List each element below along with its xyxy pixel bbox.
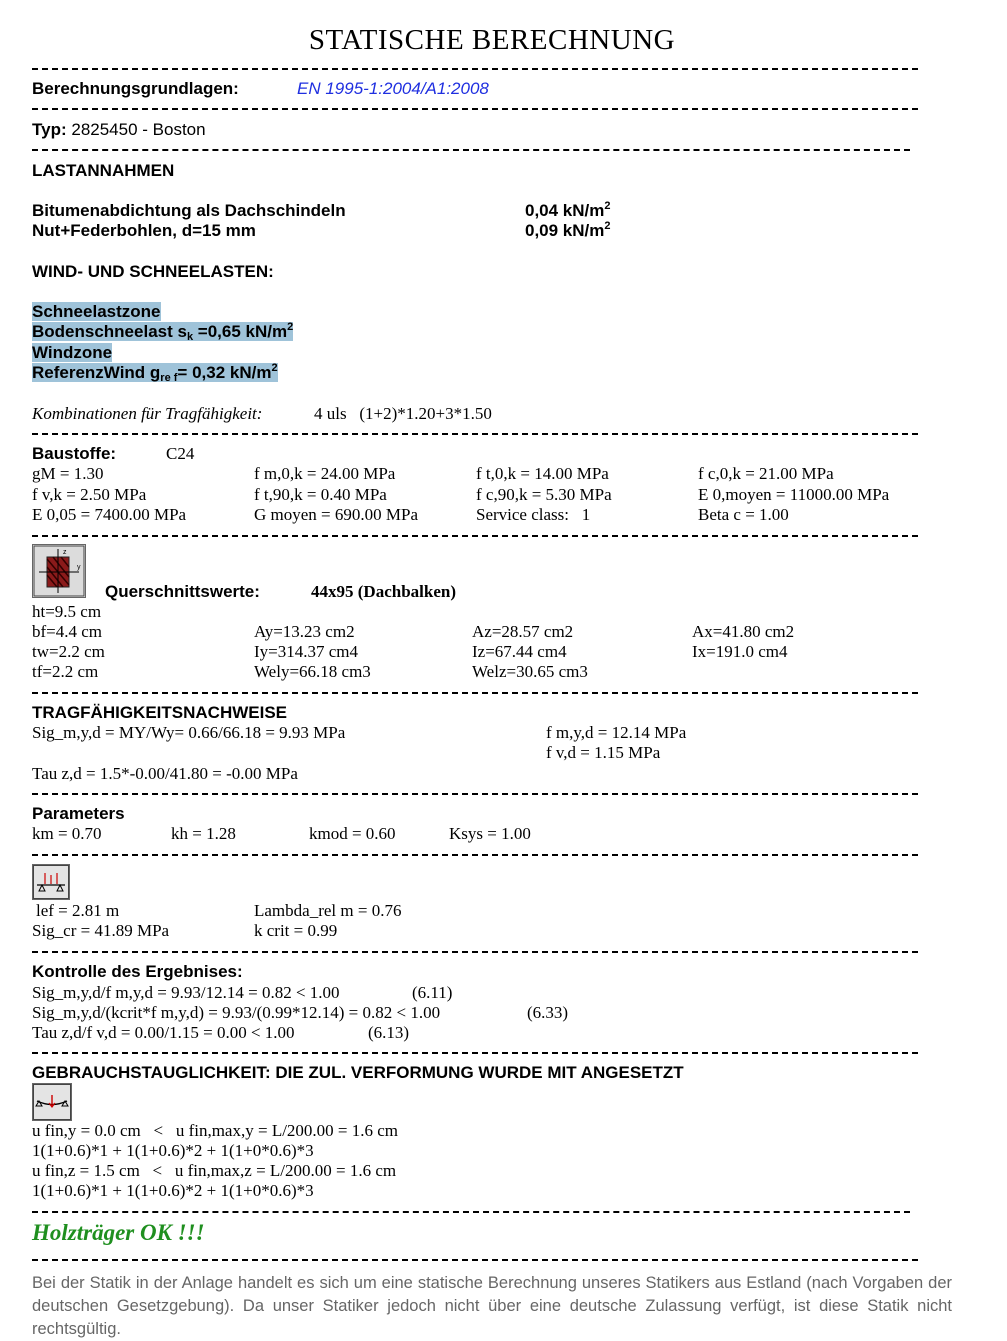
kontrolle-line: Tau z,d/f v,d = 0.00/1.15 = 0.00 < 1.00 (32, 1023, 295, 1042)
knick-lef: lef = 2.81 m (36, 901, 120, 920)
mat-cell: Service class: 1 (476, 505, 591, 524)
trag-fmyd: f m,y,d = 12.14 MPa (546, 723, 687, 742)
trag-tau: Tau z,d = 1.5*-0.00/41.80 = -0.00 MPa (32, 764, 298, 783)
section-cell: Welz=30.65 cm3 (472, 662, 588, 681)
gebrauch-line: 1(1+0.6)*1 + 1(1+0.6)*2 + 1(1+0*0.6)*3 (32, 1181, 314, 1200)
divider (32, 951, 918, 953)
gebrauch-heading: GEBRAUCHSTAUGLICHKEIT: DIE ZUL. VERFORMUNG WURDE MIT ANGESETZT (32, 1063, 684, 1082)
baustoffe-grade: C24 (166, 444, 195, 463)
trag-heading: TRAGFÄHIGKEITSNACHWEISE (32, 703, 287, 722)
kontrolle-ref: (6.11) (412, 983, 453, 1002)
knick-kcrit: k crit = 0.99 (254, 921, 338, 940)
kontrolle-line: Sig_m,y,d/f m,y,d = 9.93/12.14 = 0.82 < 1.00 (32, 983, 340, 1002)
mat-cell: E 0,moyen = 11000.00 MPa (698, 485, 890, 504)
svg-text:z: z (63, 549, 67, 556)
kontrolle-heading: Kontrolle des Ergebnises: (32, 962, 243, 981)
param-kmod: kmod = 0.60 (309, 824, 396, 843)
deflection-icon (32, 1083, 72, 1121)
mat-cell: G moyen = 690.00 MPa (254, 505, 418, 524)
result-ok: Holzträger OK !!! (32, 1220, 205, 1245)
schneelastzone: Schneelastzone (32, 302, 161, 321)
mat-cell: f m,0,k = 24.00 MPa (254, 464, 396, 483)
param-kh: kh = 1.28 (171, 824, 236, 843)
typ-label: Typ: (32, 120, 67, 139)
section-cell: Ay=13.23 cm2 (254, 622, 355, 641)
section-cell: Ax=41.80 cm2 (692, 622, 795, 641)
kombination-value: 4 uls (1+2)*1.20+3*1.50 (314, 404, 492, 423)
kontrolle-ref: (6.33) (527, 1003, 569, 1022)
buckling-icon (32, 864, 70, 900)
divider (32, 692, 918, 694)
mat-cell: f t,90,k = 0.40 MPa (254, 485, 387, 504)
gebrauch-line: u fin,y = 0.0 cm < u fin,max,y = L/200.00 = 1.6 cm (32, 1121, 399, 1140)
section-cell: Az=28.57 cm2 (472, 622, 574, 641)
divider (32, 433, 918, 435)
referenzwind: ReferenzWind $g_{re f}= 0,32$ $kN/m^2$ (32, 362, 278, 384)
load-name-1: Bitumenabdichtung als Dachschindeln (32, 201, 346, 220)
disclaimer-note: Bei der Statik in der Anlage handelt es sich um eine statische Berechnung unseres Statikers aus Estland (nach Vorgaben der deutschen Gesetzgebung). Da unser Statiker jedoch nicht über eine deutsche Zulassung verfügt, ist diese Statik nicht rechtsgültig. (32, 1274, 952, 1338)
trag-sig: Sig_m,y,d = MY/Wy= 0.66/66.18 = 9.93 MPa (32, 723, 346, 742)
section-cell: Ix=191.0 cm4 (692, 642, 788, 661)
bodenschneelast: Bodenschneelast $s_k =0,65$ $kN/m^2$ (32, 321, 294, 343)
lastannahmen-heading: LASTANNAHMEN (32, 161, 175, 180)
knick-lambda: Lambda_rel m = 0.76 (254, 901, 402, 920)
divider (32, 149, 910, 151)
divider (32, 793, 918, 795)
section-cell: tw=2.2 cm (32, 642, 105, 661)
divider (32, 1211, 910, 1213)
typ-value: 2825450 - Boston (71, 120, 206, 139)
mat-cell: Beta c = 1.00 (698, 505, 789, 524)
load-value-2: 0,09 $kN/m^2$ (525, 220, 611, 240)
svg-text:y: y (77, 564, 81, 571)
divider (32, 108, 918, 110)
divider (32, 535, 918, 537)
grundlagen-value: EN 1995-1:2004/A1:2008 (297, 79, 489, 98)
gebrauch-line: 1(1+0.6)*1 + 1(1+0.6)*2 + 1(1+0*0.6)*3 (32, 1141, 314, 1160)
section-cell: Iy=314.37 cm4 (254, 642, 359, 661)
page-title: STATISCHE BERECHNUNG (308, 24, 676, 56)
section-ht: ht=9.5 cm (32, 602, 102, 621)
mat-cell: f c,90,k = 5.30 MPa (476, 485, 612, 504)
divider (32, 68, 918, 70)
mat-cell: f v,k = 2.50 MPa (32, 485, 147, 504)
mat-cell: gM = 1.30 (32, 464, 104, 483)
kontrolle-line: Sig_m,y,d/(kcrit*f m,y,d) = 9.93/(0.99*12.14) = 0.82 < 1.00 (32, 1003, 441, 1022)
divider (32, 1052, 918, 1054)
load-value-1: 0,04 $kN/m^2$ (525, 200, 611, 220)
grundlagen-label: Berechnungsgrundlagen: (32, 79, 239, 98)
mat-cell: f c,0,k = 21.00 MPa (698, 464, 834, 483)
querschnitt-label: Querschnittswerte: (105, 582, 260, 601)
load-name-2: Nut+Federbohlen, d=15 mm (32, 221, 256, 240)
kontrolle-ref: (6.13) (368, 1023, 410, 1042)
parameters-heading: Parameters (32, 804, 125, 823)
wind-heading: WIND- UND SCHNEELASTEN: (32, 262, 274, 281)
section-cell: bf=4.4 cm (32, 622, 103, 641)
param-km: km = 0.70 (32, 824, 102, 843)
param-ksys: Ksys = 1.00 (449, 824, 531, 843)
mat-cell: E 0,05 = 7400.00 MPa (32, 505, 187, 524)
windzone: Windzone (32, 343, 113, 362)
cross-section-icon (32, 544, 86, 598)
section-cell: Wely=66.18 cm3 (254, 662, 371, 681)
gebrauch-line: u fin,z = 1.5 cm < u fin,max,z = L/200.00 = 1.6 cm (32, 1161, 397, 1180)
mat-cell: f t,0,k = 14.00 MPa (476, 464, 609, 483)
kombination-label: Kombinationen für Tragfähigkeit: (32, 404, 263, 423)
knick-sigcr: Sig_cr = 41.89 MPa (32, 921, 170, 940)
querschnitt-value: 44x95 (Dachbalken) (311, 582, 456, 601)
section-cell: tf=2.2 cm (32, 662, 99, 681)
trag-fvd: f v,d = 1.15 MPa (546, 743, 661, 762)
baustoffe-label: Baustoffe: (32, 444, 117, 463)
section-cell: Iz=67.44 cm4 (472, 642, 567, 661)
divider (32, 1259, 918, 1261)
divider (32, 854, 918, 856)
typ-line (32, 120, 206, 140)
